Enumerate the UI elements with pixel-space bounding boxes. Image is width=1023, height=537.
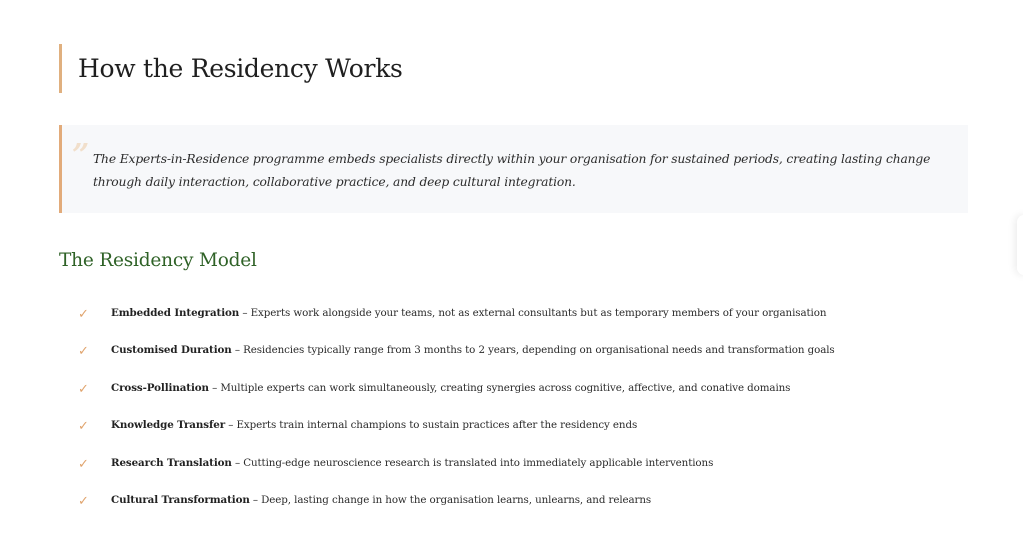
page-title: How the Residency Works [78,54,403,83]
page-header [59,44,403,93]
feature-separator: – [249,493,262,506]
feature-name: Embedded Integration [111,307,240,319]
list-item [78,378,835,415]
feature-separator: – [231,456,244,469]
feature-description: Experts train internal champions to sustain practices after the residency ends [236,419,638,432]
side-panel-edge [1017,215,1023,275]
check-icon: ✓ [78,419,89,435]
list-item [78,453,835,490]
check-icon: ✓ [78,307,89,322]
intro-quote-text: The Experts-in-Residence programme embeds specialists directly within your organisation for sustained periods, creating lasting change through daily interaction, collaborative practice, and deep cultural integration. [93,152,931,189]
check-icon: ✓ [78,493,89,509]
feature-separator: – [208,381,221,394]
feature-description: Cutting-edge neuroscience research is translated into immediately applicable interventions [243,456,714,469]
feature-description: Experts work alongside your teams, not as external consultants but as temporary members of your organisation [250,307,827,319]
feature-name: Cultural Transformation [111,493,250,506]
feature-text [111,453,713,473]
feature-text [111,490,651,510]
section-title-residency-model: The Residency Model [59,250,257,271]
feature-name: Research Translation [111,456,232,469]
residency-model-list [78,303,835,527]
feature-separator: – [239,307,251,319]
list-item [78,303,835,340]
quote-mark-icon: ” [72,138,90,173]
feature-separator: – [231,344,244,357]
check-icon: ✓ [78,381,89,397]
list-item [78,415,835,452]
feature-name: Customised Duration [111,344,232,357]
list-item [78,490,835,527]
feature-text [111,340,835,360]
feature-description: Residencies typically range from 3 months to 2 years, depending on organisational needs and transformation goals [243,344,835,357]
feature-description: Deep, lasting change in how the organisation learns, unlearns, and relearns [261,493,652,506]
feature-separator: – [225,419,237,432]
feature-text [111,378,790,398]
feature-name: Cross-Pollination [111,381,209,394]
feature-name: Knowledge Transfer [111,419,226,432]
check-icon: ✓ [78,344,89,360]
list-item [78,340,835,377]
intro-quote [59,125,968,213]
check-icon: ✓ [78,456,89,472]
feature-text [111,303,826,323]
feature-text [111,415,637,435]
feature-description: Multiple experts can work simultaneously, creating synergies across cognitive, affective, and conative domains [220,381,791,394]
